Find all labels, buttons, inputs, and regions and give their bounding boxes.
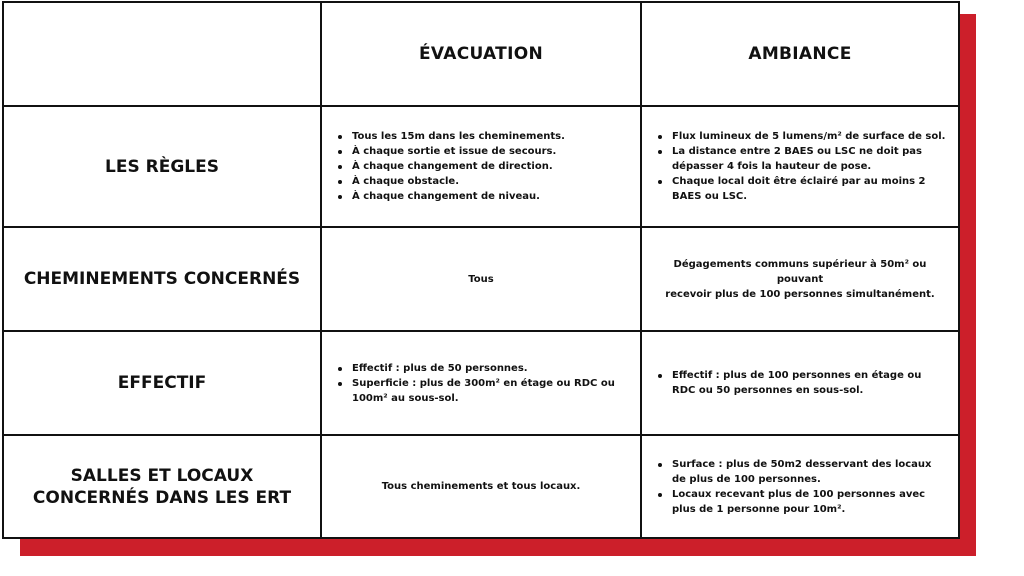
list-item: [336, 174, 565, 189]
row-label-regles: [4, 107, 322, 228]
row-label-cheminements: [4, 228, 322, 332]
regles-ambiance-cell: [642, 107, 958, 228]
bullet-list: [656, 129, 946, 204]
list-item-text: À chaque changement de direction.: [352, 161, 553, 172]
row-label-salles-locaux: [4, 436, 322, 537]
list-item: [656, 174, 946, 204]
cheminements-ambiance-cell: [642, 228, 958, 332]
list-item-text: À chaque changement de niveau.: [352, 191, 540, 202]
list-item: [656, 487, 946, 517]
list-item-text: À chaque obstacle.: [352, 176, 460, 187]
list-item-text: Tous les 15m dans les cheminements.: [352, 131, 565, 142]
list-item: [336, 189, 565, 204]
list-item-text: La distance entre 2 BAES ou LSC ne doit pas dépasser 4 fois la hauteur de pose.: [672, 146, 922, 172]
bullet-icon: [658, 493, 662, 497]
row-label-text-line: SALLES ET LOCAUX: [70, 465, 254, 486]
row-label-effectif: [4, 332, 322, 436]
list-item: [656, 368, 946, 398]
bullet-list: [656, 368, 946, 398]
bullet-icon: [338, 195, 342, 199]
cheminements-evacuation-cell: [322, 228, 642, 332]
bullet-icon: [338, 150, 342, 154]
bullet-list: [656, 457, 946, 517]
list-item: [336, 144, 565, 159]
list-item: [336, 129, 565, 144]
salles-ambiance-cell: [642, 436, 958, 537]
bullet-list: [336, 361, 628, 406]
bullet-icon: [338, 165, 342, 169]
bullet-icon: [658, 180, 662, 184]
row-label-text-line: CONCERNÉS DANS LES ERT: [32, 487, 292, 508]
row-label-text: EFFECTIF: [117, 373, 207, 393]
cell-text-line: recevoir plus de 100 personnes simultanément.: [665, 288, 935, 300]
header-evacuation: [322, 3, 642, 107]
bullet-icon: [658, 463, 662, 467]
header-ambiance: [642, 3, 958, 107]
list-item-text: Locaux recevant plus de 100 personnes avec plus de 1 personne pour 10m².: [672, 488, 926, 515]
list-item: [336, 361, 628, 376]
bullet-icon: [338, 180, 342, 184]
list-item: [336, 159, 565, 174]
list-item-text: Superficie : plus de 300m² en étage ou RDC ou 100m² au sous-sol.: [352, 377, 615, 404]
list-item-text: Chaque local doit être éclairé par au moins 2 BAES ou LSC.: [672, 176, 926, 202]
list-item-text: À chaque sortie et issue de secours.: [352, 146, 557, 157]
effectif-ambiance-cell: [642, 332, 958, 436]
bullet-icon: [658, 150, 662, 154]
header-ambiance-label: AMBIANCE: [748, 44, 852, 64]
bullet-icon: [338, 367, 342, 371]
cell-text-line: Dégagements communs supérieur à 50m² ou pouvant: [673, 258, 927, 285]
regles-evacuation-cell: [322, 107, 642, 228]
list-item-text: Surface : plus de 50m2 desservant des locaux de plus de 100 personnes.: [672, 458, 932, 485]
row-label-text: CHEMINEMENTS CONCERNÉS: [23, 269, 301, 289]
effectif-evacuation-cell: [322, 332, 642, 436]
list-item: [656, 144, 946, 174]
cell-text: Tous cheminements et tous locaux.: [381, 481, 581, 492]
comparison-table: [2, 1, 960, 539]
list-item-text: Effectif : plus de 100 personnes en étage ou RDC ou 50 personnes en sous-sol.: [672, 370, 922, 396]
row-label-text: LES RÈGLES: [105, 156, 219, 177]
list-item-text: Effectif : plus de 50 personnes.: [352, 362, 528, 374]
salles-evacuation-cell: [322, 436, 642, 537]
bullet-icon: [338, 382, 342, 386]
list-item: [656, 457, 946, 487]
bullet-icon: [658, 135, 662, 139]
bullet-icon: [338, 135, 342, 139]
bullet-icon: [658, 374, 662, 378]
bullet-list: [336, 129, 565, 204]
cell-text: Tous: [468, 273, 494, 285]
header-evacuation-label: ÉVACUATION: [419, 44, 543, 64]
list-item: [336, 376, 628, 406]
list-item-text: Flux lumineux de 5 lumens/m² de surface de sol.: [672, 131, 946, 142]
header-empty-cell: [4, 3, 322, 107]
list-item: [656, 129, 946, 144]
